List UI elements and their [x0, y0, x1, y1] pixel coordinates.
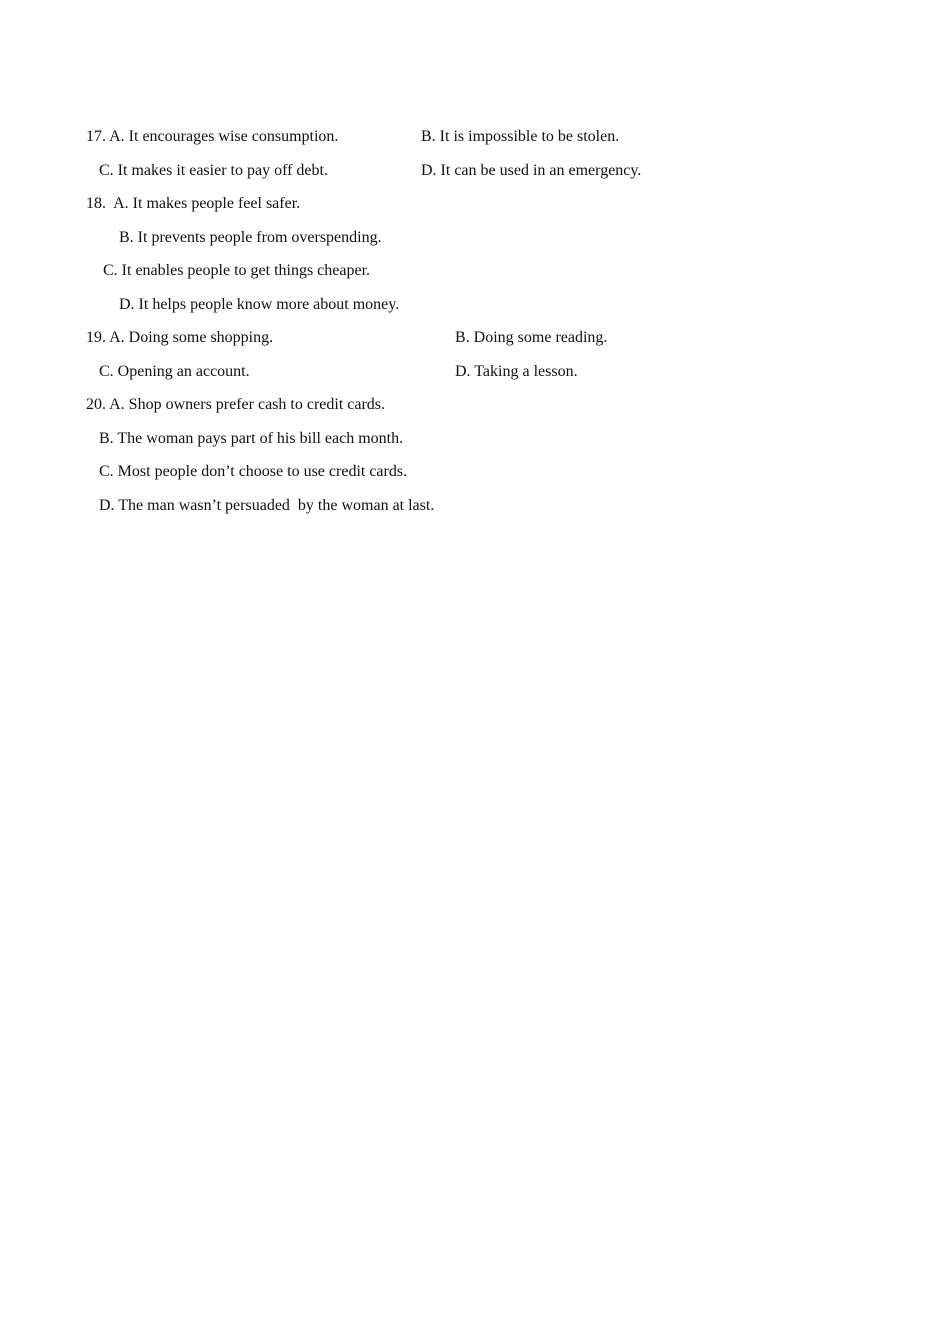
- question-number: 17.: [86, 128, 106, 145]
- question-18-option-b: B. It prevents people from overspending.: [119, 229, 382, 246]
- question-20-option-c: C. Most people don’t choose to use credit cards.: [99, 463, 408, 480]
- question-18-option-d: D. It helps people know more about money.: [119, 296, 400, 313]
- question-17-option-d: D. It can be used in an emergency.: [421, 162, 642, 179]
- question-17-option-a: [86, 127, 338, 147]
- question-20-option-d: D. The man wasn’t persuaded by the woman at last.: [99, 497, 435, 514]
- question-18-option-c: C. It enables people to get things cheaper.: [103, 262, 371, 279]
- question-17-option-b: B. It is impossible to be stolen.: [421, 128, 620, 145]
- option-text: A. Doing some shopping.: [109, 329, 274, 346]
- question-number: 18.: [86, 195, 106, 212]
- question-number: 19.: [86, 329, 106, 346]
- question-19-option-d: D. Taking a lesson.: [455, 363, 578, 380]
- question-number: 20.: [86, 396, 106, 413]
- option-text: A. It makes people feel safer.: [113, 195, 301, 212]
- question-19-option-c: C. Opening an account.: [99, 363, 250, 380]
- question-20-option-a: [86, 395, 385, 415]
- question-19-option-a: [86, 328, 273, 348]
- question-20-option-b: B. The woman pays part of his bill each month.: [99, 430, 404, 447]
- question-19-option-b: B. Doing some reading.: [455, 329, 608, 346]
- option-text: A. It encourages wise consumption.: [109, 128, 339, 145]
- option-text: A. Shop owners prefer cash to credit cards.: [109, 396, 386, 413]
- question-18-option-a: [86, 194, 300, 214]
- question-17-option-c: C. It makes it easier to pay off debt.: [99, 162, 328, 179]
